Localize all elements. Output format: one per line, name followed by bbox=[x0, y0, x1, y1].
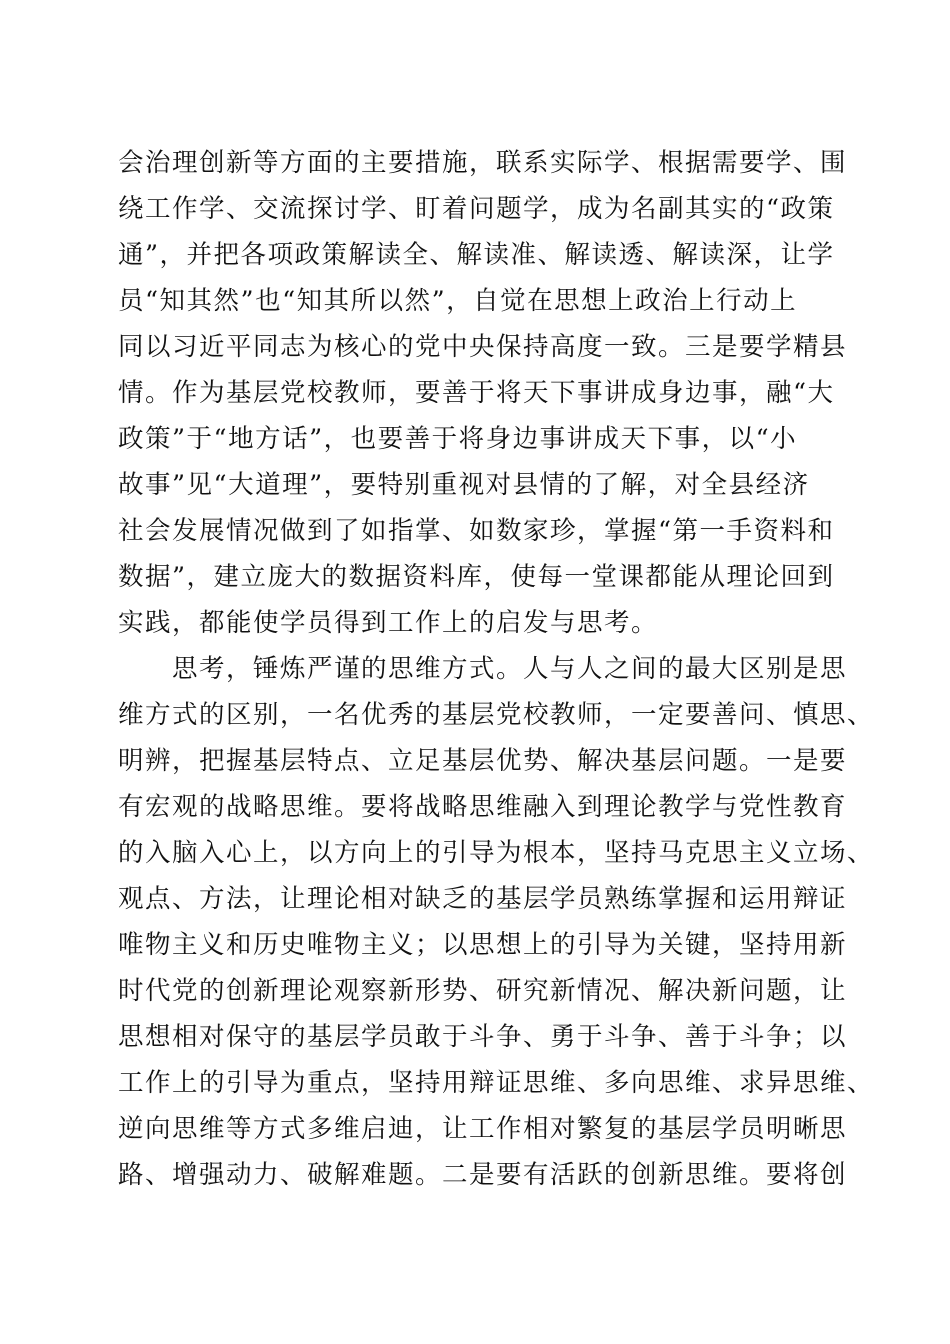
text-line: 逆向思维等方式多维启迪，让工作相对繁复的基层学员明晰思 bbox=[118, 1114, 848, 1144]
text-line: 工作上的引导为重点，坚持用辩证思维、多向思维、求异思维、 bbox=[118, 1068, 875, 1098]
text-line: 绕工作学、交流探讨学、盯着问题学，成为名副其实的“政策 bbox=[118, 194, 835, 224]
body-text bbox=[118, 140, 875, 1198]
text-line: 有宏观的战略思维。要将战略思维融入到理论教学与党性教育 bbox=[118, 792, 848, 822]
text-line: 观点、方法，让理论相对缺乏的基层学员熟练掌握和运用辩证 bbox=[118, 884, 848, 914]
text-line: 政策”于“地方话”，也要善于将身边事讲成天下事，以“小 bbox=[118, 424, 798, 454]
text-line: 会治理创新等方面的主要措施，联系实际学、根据需要学、围 bbox=[118, 148, 848, 178]
text-line: 明辨，把握基层特点、立足基层优势、解决基层问题。一是要 bbox=[118, 746, 848, 776]
text-line: 员“知其然”也“知其所以然”，自觉在思想上政治上行动上 bbox=[118, 286, 798, 316]
text-line: 唯物主义和历史唯物主义；以思想上的引导为关键，坚持用新 bbox=[118, 930, 848, 960]
text-line: 思想相对保守的基层学员敢于斗争、勇于斗争、善于斗争；以 bbox=[118, 1022, 848, 1052]
paragraph-thinking bbox=[118, 646, 875, 1198]
text-line: 路、增强动力、破解难题。二是要有活跃的创新思维。要将创 bbox=[118, 1160, 848, 1190]
text-line: 的入脑入心上，以方向上的引导为根本，坚持马克思主义立场、 bbox=[118, 838, 875, 868]
text-line-first: 思考，锤炼严谨的思维方式。人与人之间的最大区别是思 bbox=[172, 654, 848, 684]
text-line: 通”，并把各项政策解读全、解读准、解读透、解读深，让学 bbox=[118, 240, 835, 270]
text-line: 维方式的区别，一名优秀的基层党校教师，一定要善问、慎思、 bbox=[118, 700, 875, 730]
text-line: 社会发展情况做到了如指掌、如数家珍，掌握“第一手资料和 bbox=[118, 516, 835, 546]
text-line: 故事”见“大道理”，要特别重视对县情的了解，对全县经济 bbox=[118, 470, 810, 500]
paragraph-continuation bbox=[118, 140, 848, 646]
text-line: 数据”，建立庞大的数据资料库，使每一堂课都能从理论回到 bbox=[118, 562, 835, 592]
text-line: 实践，都能使学员得到工作上的启发与思考。 bbox=[118, 608, 659, 638]
text-line: 时代党的创新理论观察新形势、研究新情况、解决新问题，让 bbox=[118, 976, 848, 1006]
text-line: 情。作为基层党校教师，要善于将天下事讲成身边事，融“大 bbox=[118, 378, 835, 408]
text-line: 同以习近平同志为核心的党中央保持高度一致。三是要学精县 bbox=[118, 332, 848, 362]
